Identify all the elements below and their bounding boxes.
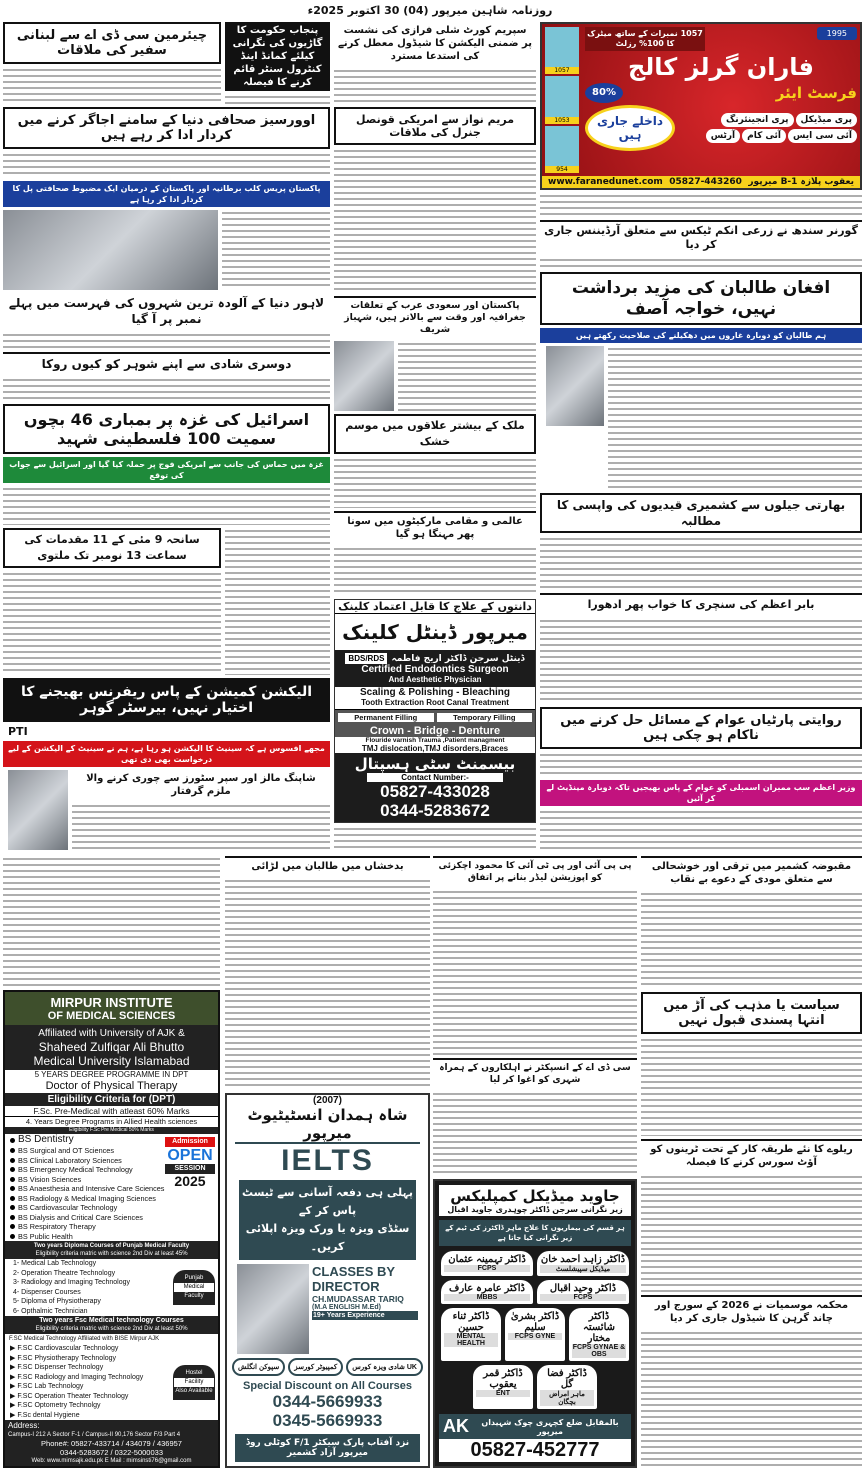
- fsc-title: Two years Fsc Medical technology Courses: [39, 1317, 184, 1324]
- bullet-icon: [10, 1234, 15, 1239]
- article-body: [608, 346, 862, 491]
- address-block: [5, 1420, 218, 1466]
- headline: ملک کے بیشتر علاقوں میں موسم خشک: [334, 414, 536, 454]
- bs-program-label: BS Respiratory Therapy: [18, 1222, 96, 1231]
- director-photo: [237, 1264, 309, 1354]
- hostel-badge: [173, 1365, 215, 1400]
- contact-label: Contact Number:-: [367, 773, 503, 782]
- doctor-card: [441, 1308, 501, 1361]
- college-name: فاران گرلز کالج: [627, 53, 815, 81]
- badge-text: OPEN: [167, 1147, 213, 1164]
- bullet-icon: [10, 1215, 15, 1220]
- fsc-item-label: F.SC Cardiovascular Technology: [17, 1345, 119, 1352]
- javed-medical-complex-ad: [433, 1179, 637, 1468]
- student-photo: [545, 27, 579, 74]
- doctor-list: [435, 1246, 635, 1414]
- badge-text: Facility: [174, 1378, 214, 1387]
- doctor-card: [537, 1280, 629, 1304]
- phone: 0344-5669933: [272, 1392, 383, 1411]
- service-line: Permanent Filling: [338, 713, 434, 722]
- director-name: CH.MUDASSAR TARIQ: [312, 1294, 404, 1304]
- result-text: 1057 نمبرات کے ساتھ میٹرک کا 100% رزلٹ: [585, 27, 705, 51]
- mirpur-institute-ad: [3, 990, 220, 1468]
- article-body: [3, 332, 330, 349]
- doctor-card: [473, 1365, 533, 1409]
- fsc-item-label: F.SC Operation Theater Technology: [17, 1392, 129, 1400]
- website: Web: www.mimsajk.edu.pk E Mail : mimsinsti76@gmail.com: [31, 1458, 192, 1464]
- badge-text: 2025: [174, 1173, 206, 1189]
- programs-heading: 4. Years Degree Programs in Allied Health sciences: [25, 1117, 198, 1126]
- doctor-name: ڈاکٹر ثناء حسین: [452, 1311, 490, 1333]
- bottom-column-3: [433, 856, 637, 1468]
- eligibility-text: Eligibility F.Sc Pre Medical 50% Marks: [5, 1127, 218, 1134]
- headline: چیئرمین سی ڈی اے سے لبنانی سفیر کی ملاقات: [3, 22, 221, 64]
- article-body: [334, 68, 536, 104]
- article-body: [641, 1037, 862, 1135]
- headline: بھارتی جیلوں سے کشمیری قیدیوں کی واپسی کا مطالبہ: [540, 493, 862, 533]
- diploma-eligibility: Eligibility criteria matric with science 2nd Div at least 45%: [35, 1251, 188, 1257]
- service-line: Crown - Bridge - Denture: [335, 725, 535, 737]
- fsc-heading: [5, 1316, 218, 1334]
- phone: 05827-443260: [669, 177, 742, 187]
- headline: لاہور دنیا کے آلودہ ترین شہروں کی فہرست میں پہلے نمبر پر آ گیا: [8, 295, 325, 326]
- left-column: [3, 22, 330, 852]
- fsc-item: [10, 1354, 173, 1364]
- highlight-strip: ہم طالبان کو دوبارہ غاروں میں دھکیلنے کی صلاحیت رکھتے ہیں: [540, 328, 862, 343]
- headline: مریم نواز سے امریکی قونصل جنرل کی ملاقات: [334, 107, 536, 145]
- head-doctor: زیر نگرانی سرجن ڈاکٹر چوہدری جاوید اقبال: [447, 1205, 623, 1214]
- eligibility-text: F.Sc. Pre-Medical with atleast 60% Marks: [5, 1106, 218, 1117]
- article-body: [334, 546, 536, 597]
- director-qualification: (M.A ENGLISH M.Ed): [312, 1304, 381, 1311]
- classes-line: CLASSES BY: [312, 1264, 396, 1279]
- admission-text: داخلے جاری ہیں: [596, 114, 664, 142]
- doctor-name: ڈاکٹر زاہد احمد خان: [540, 1254, 626, 1265]
- headline: بدخشاں میں طالبان میں لڑائی: [225, 856, 430, 875]
- address-label: Address:: [8, 1421, 40, 1430]
- doctor-name: ڈاکٹر عامرہ عارف: [448, 1283, 526, 1294]
- bs-program-label: BS Radiology & Medical Imaging Sciences: [18, 1193, 156, 1203]
- headline: ریلوے کا نئے طریقہ کار کے تحت ٹرینوں کو آؤٹ سورس کرنے کا فیصلہ: [641, 1139, 862, 1171]
- student-marks: 954: [545, 166, 579, 173]
- fsc-item-label: F.Sc dental Hygiene: [17, 1411, 80, 1419]
- faran-college-ad: [540, 22, 862, 190]
- student-marks: 1057: [545, 67, 579, 74]
- bullet-icon: [10, 1205, 15, 1210]
- fsc-item: [10, 1363, 173, 1373]
- doctor-qualification: FCPS GYNE: [508, 1333, 562, 1340]
- article-body: [334, 826, 536, 852]
- student-photo: [545, 76, 579, 123]
- doctor-card: [441, 1280, 533, 1304]
- right-column: [540, 22, 862, 852]
- article-body: [540, 752, 862, 776]
- badge-text: Faculty: [184, 1293, 204, 1299]
- service-line: TMJ dislocation,TMJ disorders,Braces: [361, 744, 509, 754]
- program-pill: پری میڈیکل: [796, 113, 857, 127]
- complex-name: جاوید میڈیکل کمپلیکس: [450, 1187, 620, 1205]
- bullet-icon: [10, 1148, 15, 1153]
- fsc-eligibility: Eligibility criteria matric with science 2nd Div at least 50%: [35, 1326, 188, 1332]
- bs-program-label: BS Clinical Laboratory Sciences: [18, 1155, 122, 1165]
- course-pill: UK شادی ویزہ کورس: [346, 1358, 423, 1376]
- diploma-heading: [5, 1241, 218, 1259]
- bottom-column-2: [225, 856, 430, 1468]
- program-pill: پری انجینئرنگ: [721, 113, 794, 127]
- arrow-icon: ▶: [10, 1354, 18, 1362]
- course-pill: کمپیوٹر کورسز: [288, 1358, 343, 1376]
- program-name: Doctor of Physical Therapy: [45, 1080, 178, 1092]
- course-pill: سپوکن انگلش: [232, 1358, 285, 1376]
- diploma-item: 3- Radiology and Imaging Technology: [13, 1279, 131, 1286]
- admission-open-badge: [165, 1137, 215, 1189]
- bs-program-label: BS Dentistry: [18, 1134, 74, 1145]
- fsc-item: [10, 1382, 173, 1392]
- bs-program-label: BS Cardiovascular Technology: [18, 1203, 118, 1212]
- promo-text: پہلی ہی دفعہ آسانی سے ٹیسٹ پاس کر کے: [241, 1186, 414, 1217]
- bs-program-item: [10, 1194, 165, 1204]
- affiliation-line: Medical University Islamabad: [33, 1054, 190, 1068]
- news-photo: [334, 341, 394, 411]
- course-list: [227, 1358, 428, 1376]
- program-pill: آئی سی ایس: [788, 129, 857, 143]
- ak-label: AK: [443, 1416, 469, 1436]
- article-body: [433, 1091, 637, 1177]
- headline: پاکستان اور سعودی عرب کے تعلقات جغرافیہ اور وقت سے بالاتر ہیں، شہباز شریف: [334, 296, 536, 338]
- bs-program-item: [10, 1175, 165, 1185]
- affiliation: [5, 1025, 218, 1070]
- bs-program-item: [10, 1213, 165, 1223]
- highlight-strip: مجھے افسوس ہے کہ سینیٹ کا الیکشن ہو رہا ہے، ہم نے سینیٹ کے الیکشن کے لیے درخواست بھی دی تھی: [3, 741, 330, 767]
- phone: 0344-5283672: [380, 801, 490, 821]
- news-photo: [8, 770, 68, 850]
- doctor-name: ڈاکٹر تہمینہ عثمان: [448, 1254, 526, 1265]
- service-line: Certified Endodontics Surgeon: [361, 664, 509, 676]
- fsc-item: [10, 1401, 173, 1411]
- classes-line: DIRECTOR: [312, 1279, 380, 1294]
- diploma-list: [5, 1259, 173, 1316]
- first-year-text: فرسٹ ایئر: [775, 84, 857, 102]
- headline: مقبوضہ کشمیر میں ترقی اور خوشحالی سے متعلق مودی کے دعوے بے نقاب: [641, 856, 862, 888]
- program-pill: آرٹس: [706, 129, 740, 143]
- highlight-strip: وزیر اعظم سب ممبران اسمبلی کو عوام کے پاس بھیجیں تاکہ دوبارہ مینڈیٹ لے کر آئیں: [540, 780, 862, 806]
- bottom-column-4: [641, 856, 862, 1468]
- fsc-item: [10, 1373, 173, 1383]
- date-line: روزنامہ شاہین میرپور (04) 30 اکتوبر 2025ء: [307, 4, 553, 17]
- discount-text: Special Discount on All Courses: [243, 1380, 412, 1392]
- program-line: 5 YEARS DEGREE PROGRAMME IN DPT: [34, 1070, 189, 1079]
- article-body: [3, 152, 330, 178]
- bs-program-item: [10, 1232, 165, 1242]
- dental-clinic-ad: [334, 599, 536, 823]
- headline-banner: روایتی پارٹیاں عوام کے مسائل حل کرنے میں ناکام ہو چکی ہیں: [540, 707, 862, 749]
- article-body: [540, 536, 862, 589]
- bs-program-label: BS Public Health: [18, 1231, 73, 1241]
- bullet-icon: [10, 1167, 15, 1172]
- scholarship-badge: 80%: [585, 83, 623, 103]
- article-body: [540, 618, 862, 705]
- headline: شاپنگ مالز اور سپر سٹورز سے چوری کرنے والا ملزم گرفتار: [86, 773, 316, 797]
- eligibility-title: Eligibility Criteria for (DPT): [5, 1093, 218, 1106]
- bs-program-item: [10, 1146, 165, 1156]
- headline: دوسری شادی سے اپنے شوہر کو کیوں روکا: [3, 352, 330, 374]
- article-body: [225, 528, 330, 675]
- headline-banner: سیاست یا مذہب کی آڑ میں انتہا پسندی قبول نہیں: [641, 992, 862, 1034]
- doctor-qualification: میڈیکل سپیشلسٹ: [540, 1265, 626, 1273]
- doctor-name: ڈاکٹر فضا گل: [547, 1368, 587, 1390]
- degree-badge: BDS/RDS: [345, 653, 387, 664]
- bs-program-label: BS Emergency Medical Technology: [18, 1165, 133, 1174]
- bullet-icon: [10, 1158, 15, 1163]
- bs-program-item: [10, 1184, 165, 1194]
- bs-program-item: [10, 1134, 165, 1146]
- experience: 19+ Years Experience: [312, 1311, 418, 1320]
- since-badge: 1995: [817, 27, 857, 40]
- affiliation-line: Shaheed Zulfiqar Ali Bhutto: [38, 1040, 185, 1054]
- article-body: [3, 856, 220, 987]
- doctor-qualification: FCPS: [444, 1265, 530, 1272]
- diploma-item: 6- Opthalmic Technician: [13, 1307, 88, 1315]
- bs-program-item: [10, 1203, 165, 1213]
- bs-program-label: BS Vision Sciences: [18, 1174, 82, 1184]
- bullet-icon: [10, 1196, 15, 1201]
- badge-text: Hostel: [185, 1369, 203, 1376]
- ad-subtitle: OF MEDICAL SCIENCES: [5, 1010, 218, 1025]
- ad-tagline: دانتوں کے علاج کا قابل اعتماد کلینک: [335, 600, 535, 614]
- bottom-column-1: [3, 856, 220, 1468]
- doctor-qualification: FCPS GYNAE & OBS: [572, 1344, 626, 1358]
- student-photos: [542, 24, 582, 176]
- bullet-icon: [10, 1177, 15, 1182]
- phone: 05827-452777: [439, 1439, 631, 1462]
- bs-program-item: [10, 1165, 165, 1175]
- headline: بابر اعظم کی سنچری کا خواب پھر ادھورا: [540, 593, 862, 615]
- bs-program-label: BS Dialysis and Critical Care Sciences: [18, 1212, 143, 1222]
- doctor-qualification: FCPS: [540, 1294, 626, 1301]
- student-photo: [545, 126, 579, 173]
- news-photo: [546, 346, 604, 426]
- article-body: [3, 377, 330, 401]
- badge-text: Admission: [165, 1137, 215, 1147]
- headline: پنجاب حکومت کا گاڑیوں کی نگرانی کیلئے کمانڈ اینڈ کنٹرول سنٹر قائم کرنے کا فیصلہ: [225, 22, 330, 91]
- bs-program-label: BS Surgical and OT Sciences: [18, 1146, 114, 1155]
- arrow-icon: ▶: [10, 1392, 18, 1400]
- ielts-ad: [225, 1093, 430, 1468]
- hospital-name: بیسمنٹ سٹی ہسپتال: [354, 755, 516, 774]
- promo-text: سٹڈی ویزہ یا ورک ویزہ اپلائی کریں۔: [245, 1222, 410, 1253]
- article-body: [398, 341, 536, 411]
- highlight-strip: غزہ میں حماس کی جانب سے امریکی فوج پر حملہ کیا گیا اور اسرائیل سے جواب کی توقع: [3, 457, 330, 483]
- article-body: [540, 809, 862, 852]
- fsc-item: [10, 1411, 173, 1421]
- service-line: And Aesthetic Physician: [388, 675, 482, 685]
- program-pill: آئی کام: [742, 129, 786, 143]
- doctor-card: [569, 1308, 629, 1361]
- clinic-name: میرپور ڈینٹل کلینک: [342, 620, 528, 645]
- website: www.faranedunet.com: [548, 177, 663, 187]
- badge-text: Medical: [174, 1283, 214, 1292]
- arrow-icon: ▶: [10, 1383, 18, 1390]
- fsc-item-label: F.SC Physiotherapy Technology: [17, 1354, 117, 1362]
- headline: محکمہ موسمیات نے 2026 کے سورج اور چاند گرہن کا شیڈول جاری کر دیا: [641, 1295, 862, 1327]
- headline: سی ڈی اے کے انسپکٹر نے اہلکاروں کے ہمراہ شہری کو اغوا کر لیا: [433, 1058, 637, 1088]
- fsc-affiliation: F.SC Medical Technology Affiliated with BISE Mirpur AJK: [9, 1336, 160, 1342]
- fsc-item-label: F.SC Lab Technology: [17, 1383, 84, 1390]
- article-body: [222, 210, 330, 290]
- phone: 05827-433028: [380, 782, 490, 802]
- fsc-item: [10, 1344, 173, 1354]
- fsc-list: [5, 1344, 173, 1420]
- article-body: [225, 878, 430, 1090]
- arrow-icon: ▶: [10, 1402, 18, 1409]
- article-body: [540, 193, 862, 217]
- tagline: ہر قسم کی بیماریوں کا علاج ماہر ڈاکٹرز کی ٹیم کے زیر نگرانی کیا جاتا ہے: [439, 1220, 631, 1246]
- arrow-icon: ▶: [10, 1373, 18, 1381]
- doctor-qualification: ENT: [476, 1390, 530, 1397]
- article-body: [641, 1330, 862, 1468]
- address: بالمقابل ضلع کچہری چوک شہیداں میرپور: [481, 1417, 619, 1436]
- bullet-icon: [10, 1186, 15, 1191]
- service-line: Scaling & Polishing - Bleaching: [359, 687, 511, 699]
- doctor-card: [537, 1365, 597, 1409]
- fsc-item-label: F.SC Optometry Technolgy: [17, 1402, 101, 1409]
- bullet-icon: [10, 1138, 15, 1143]
- ielts-title: IELTS: [281, 1144, 374, 1177]
- headline: سانحہ 9 مئی کے 11 مقدمات کی سماعت 13 نومبر تک ملتوی: [3, 528, 221, 568]
- program-list: [679, 113, 857, 143]
- fsc-item-label: F.SC Radiology and Imaging Technology: [17, 1373, 144, 1381]
- article-body: [3, 67, 221, 104]
- diploma-item: 1- Medical Lab Technology: [13, 1260, 97, 1267]
- headline-banner: افغان طالبان کی مزید برداشت نہیں، خواجہ آصف: [540, 272, 862, 325]
- doctor-name: ڈاکٹر وحید اقبال: [549, 1283, 617, 1294]
- doctor-card: [441, 1251, 533, 1276]
- doctor-qualification: ماہر امراض بچگان: [540, 1390, 594, 1406]
- diploma-item: 4- Dispenser Courses: [13, 1288, 81, 1296]
- bs-program-label: BS Anaesthesia and Intensive Care Sciences: [18, 1184, 165, 1193]
- phone: Phone#: 05827-433714 / 434079 / 436957: [41, 1439, 182, 1448]
- arrow-icon: ▶: [10, 1364, 18, 1371]
- diploma-title: Two years Diploma Courses of Punjab Medical Faculty: [33, 1243, 190, 1249]
- headline: سپریم کورٹ شلی فرازی کی نشست پر ضمنی الیکشن کا شیڈول معطل کرنے کی استدعا مسترد: [338, 25, 532, 62]
- doctor-name: ڈاکٹر قمر یعقوب: [483, 1368, 523, 1390]
- ad-footer: [542, 176, 860, 188]
- affiliation-line: Affiliated with University of AJK &: [38, 1028, 185, 1039]
- address: نزد آفتاب پارک سیکٹر F/1 کوٹلی روڈ میرپور آزاد کشمیر: [235, 1434, 420, 1462]
- bs-program-item: [10, 1222, 165, 1232]
- news-photo: [3, 210, 218, 290]
- address: یعقوب پلازہ B-1 میرپور: [748, 177, 854, 187]
- center-column: [334, 22, 536, 852]
- article-body: [334, 148, 536, 294]
- article-body: [540, 257, 862, 269]
- diploma-item: 5- Diploma of Physiotherapy: [13, 1298, 101, 1305]
- phone: 0345-5669933: [272, 1411, 383, 1430]
- fsc-item-label: F.SC Dispenser Technology: [17, 1364, 104, 1371]
- arrow-icon: ▶: [10, 1345, 18, 1352]
- service-line: Tooth Extraction Root Canal Treatment: [335, 698, 535, 710]
- article-body: [641, 891, 862, 989]
- headline-banner: اسرائیل کی غزہ پر بمباری 46 بچوں سمیت 100 فلسطینی شہید: [3, 404, 330, 454]
- highlight-strip: پاکستان پریس کلب برطانیہ اور پاکستان کے درمیان ایک مضبوط صحافتی پل کا کردار ادا کر رہا ہے: [3, 181, 330, 207]
- headline: پی پی آئی اور پی ٹی آئی کا محمود اچکزئی کو اپوزیشن لیڈر بنانے پر اتفاق: [433, 856, 637, 886]
- doctor-qualification: MENTAL HEALTH: [444, 1333, 498, 1347]
- established-year: (2007): [313, 1095, 342, 1106]
- badge-text: Punjab: [184, 1275, 204, 1281]
- article-body: [225, 94, 330, 104]
- doctor-card: [537, 1251, 629, 1276]
- doctor-name: ڈینٹل سرجن ڈاکٹر اریج فاطمہ: [391, 653, 525, 664]
- bs-program-item: [10, 1156, 165, 1166]
- pmf-badge: [173, 1270, 215, 1305]
- party-label: PTI: [8, 725, 28, 738]
- bullet-icon: [10, 1224, 15, 1229]
- bs-program-list: [5, 1134, 165, 1241]
- doctor-name: ڈاکٹر شائستہ مختار: [582, 1311, 615, 1344]
- diploma-item: 2- Operation Theatre Technology: [13, 1269, 116, 1277]
- headline: گورنر سندھ نے زرعی انکم ٹیکس سے متعلق آرڈیننس جاری کر دیا: [540, 220, 862, 254]
- headline: عالمی و مقامی مارکیٹوں میں سونا پھر مہنگا ہو گیا: [334, 511, 536, 543]
- phone: 0344-5283672 / 0322-5000033: [59, 1448, 163, 1457]
- article-body: [3, 571, 221, 675]
- address: Campus-I 212 A Sector F-1 / Campus-II 90,176 Sector F/3 Part 4: [8, 1432, 181, 1438]
- article-body: [334, 457, 536, 508]
- doctor-name: ڈاکٹر بشریٰ سلیم: [510, 1311, 560, 1333]
- ad-title: MIRPUR INSTITUTE: [5, 992, 218, 1010]
- article-body: [433, 889, 637, 1055]
- service-line: Temporary Filling: [437, 713, 533, 722]
- doctor-qualification: MBBS: [444, 1294, 530, 1301]
- doctor-card: [505, 1308, 565, 1361]
- institute-name: شاہ ہمدان انسٹیٹیوٹ میرپور: [235, 1106, 420, 1144]
- article-body: [641, 1174, 862, 1292]
- article-body: [72, 803, 330, 852]
- article-body: [3, 486, 330, 525]
- fsc-item: [10, 1392, 173, 1402]
- arrow-icon: ▶: [10, 1411, 18, 1419]
- service-line: Flouride varnish Trauma ,Patient managment: [365, 737, 505, 745]
- badge-text: SESSION: [165, 1164, 215, 1174]
- student-marks: 1053: [545, 117, 579, 124]
- badge-text: Also Available: [175, 1387, 213, 1394]
- headline-banner: الیکشن کمیشن کے پاس ریفرنس بھیجنے کا اختیار نہیں، بیرسٹر گوہر: [3, 678, 330, 722]
- headline-banner: اوورسیز صحافی دنیا کے سامنے اجاگر کرنے میں کردار ادا کر رہے ہیں: [3, 107, 330, 149]
